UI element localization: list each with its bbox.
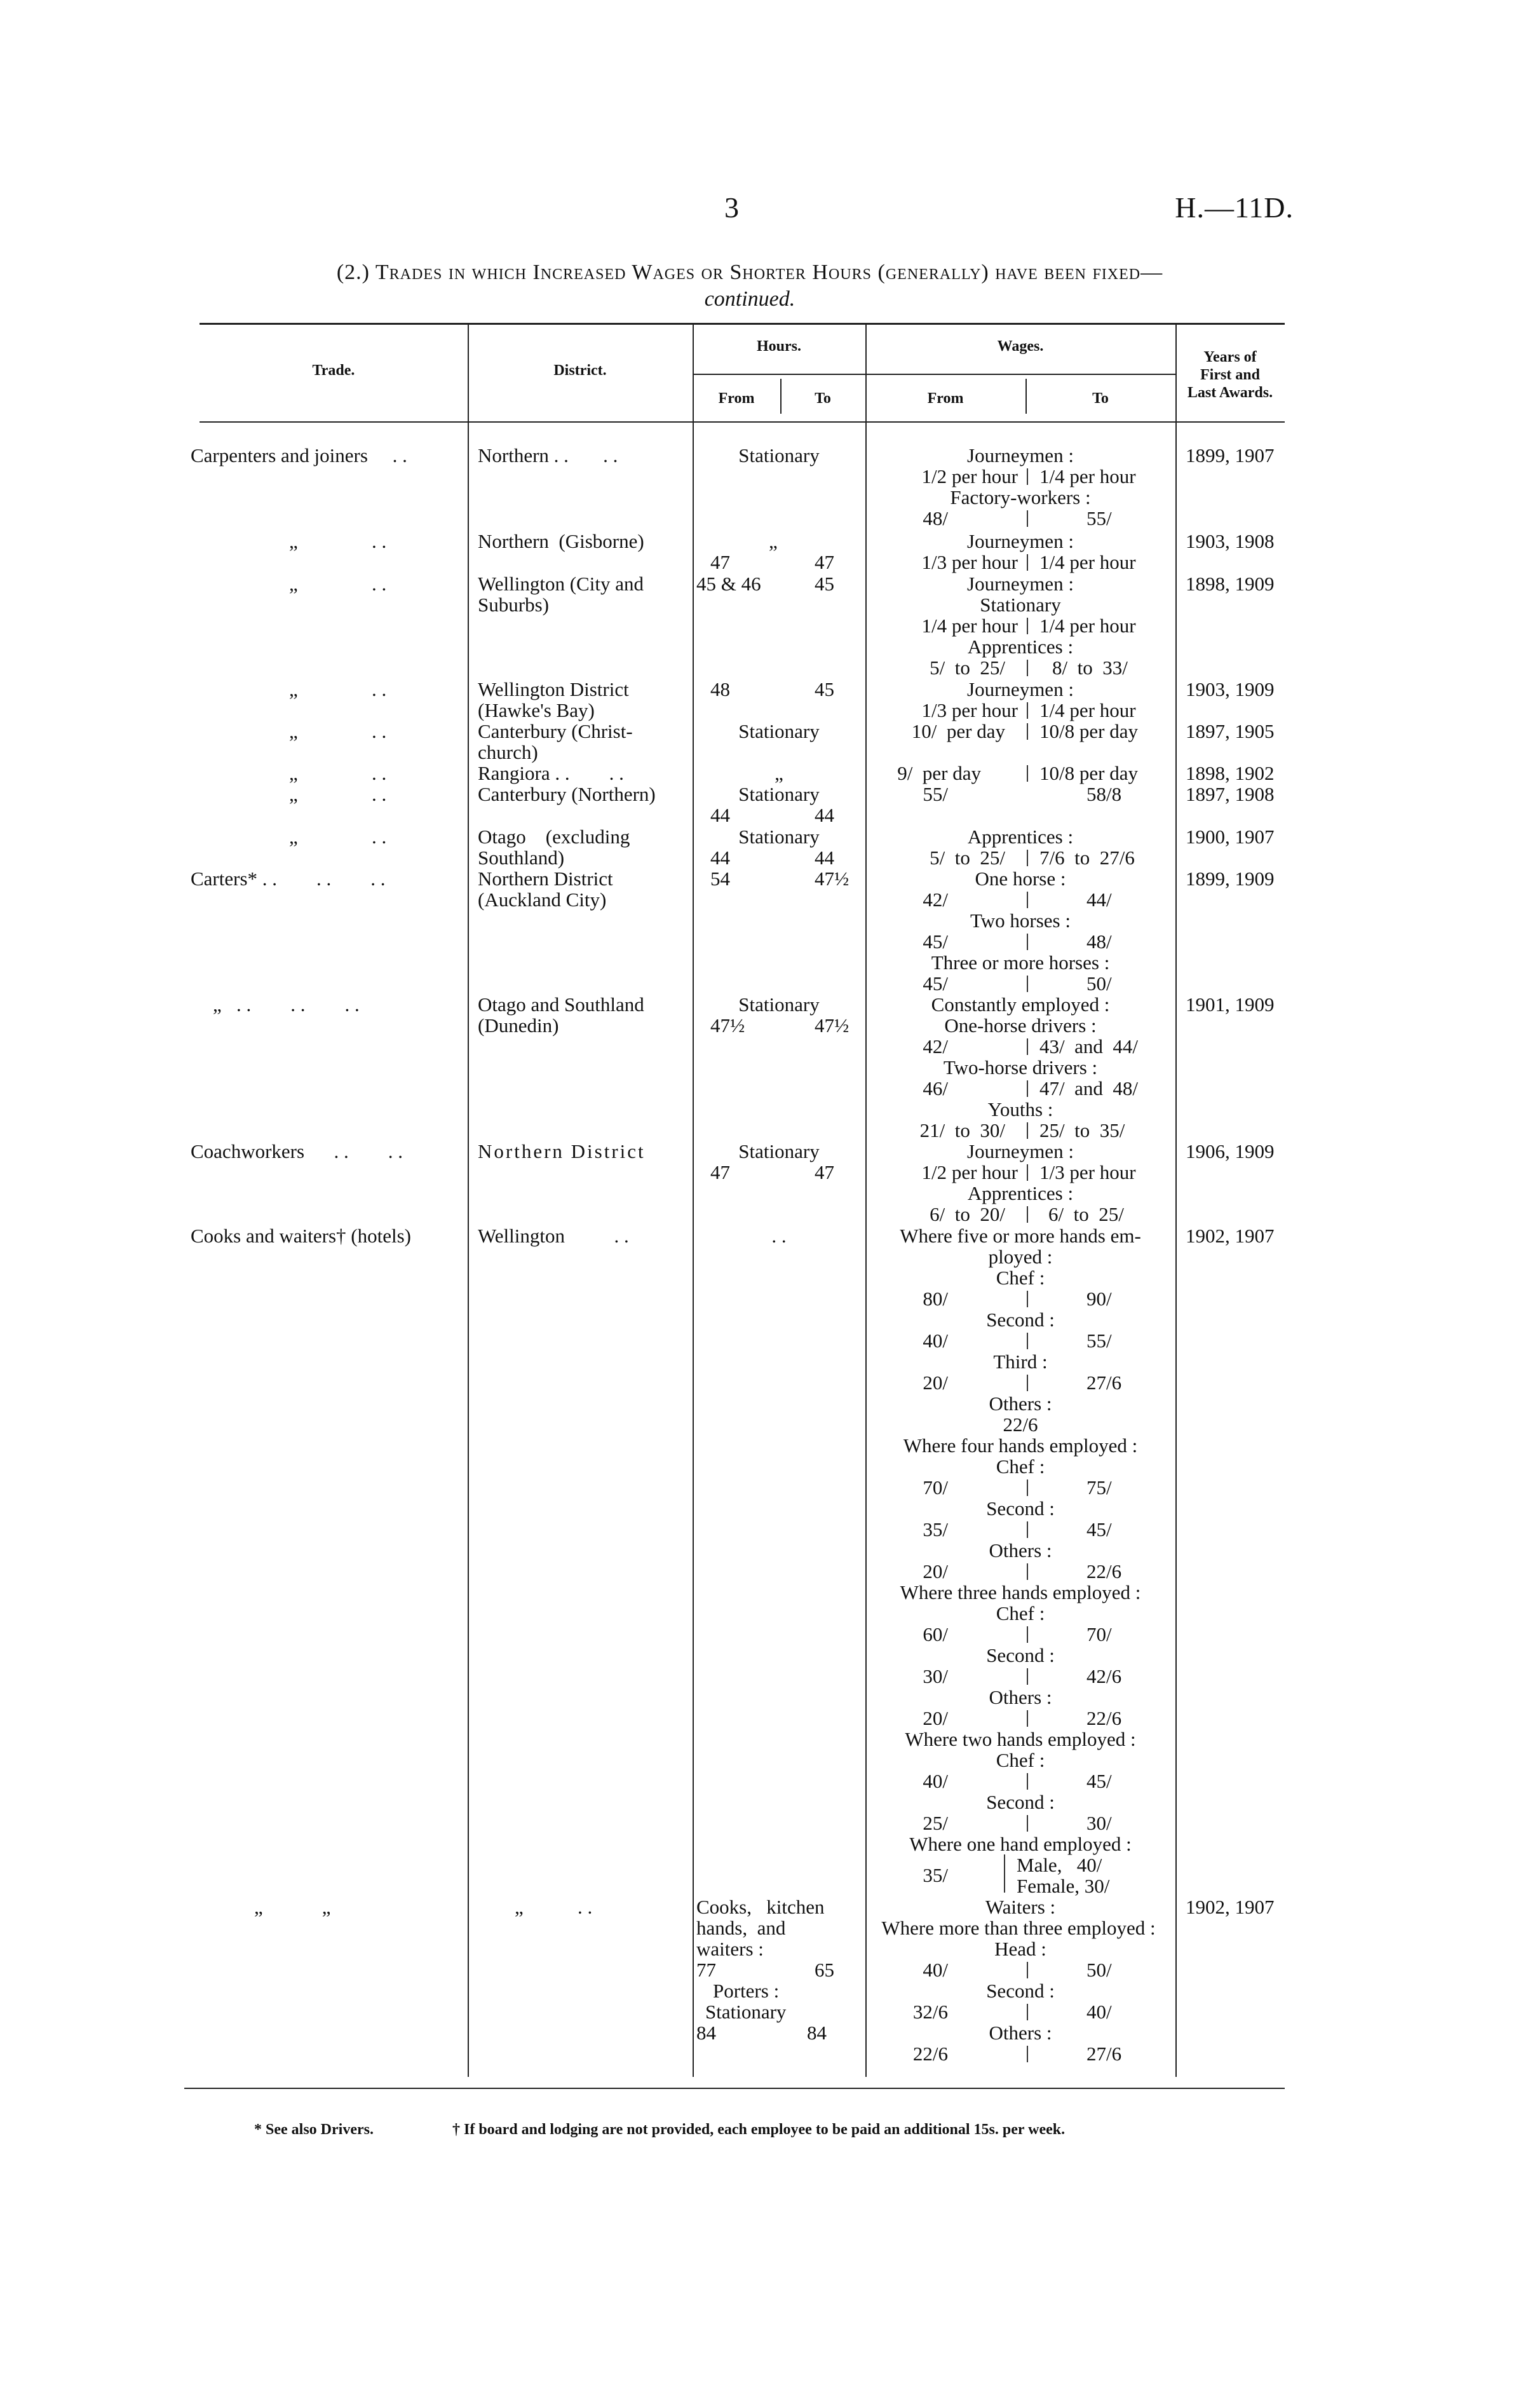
row13-porters: Porters : — [713, 1980, 780, 2002]
footnote-star: * See also Drivers. — [254, 2121, 374, 2138]
row9-wage-line-4-to: 48/ — [1086, 930, 1112, 953]
row8-hours: Stationary — [738, 826, 820, 848]
row13-wage-line-1: Waiters : — [985, 1896, 1056, 1918]
row5-wage-to: 10/8 per day — [1039, 720, 1138, 742]
row10-wage-divider — [1027, 1038, 1028, 1055]
row7-wage-to: 58/8 — [1086, 783, 1122, 805]
row3-wage-line-3-from: 1/4 per hour — [921, 615, 1018, 637]
row13-wage-line-6-to: 40/ — [1086, 2001, 1112, 2023]
row6-wage-divider — [1027, 765, 1028, 782]
row12-wage-line-15-from: 35/ — [923, 1518, 948, 1541]
row8-hours-to: 44 — [815, 847, 834, 869]
row12-wage-line-13-to: 75/ — [1086, 1476, 1112, 1499]
row3-trade: „ . . — [289, 573, 387, 595]
row13-wage-line-3: Head : — [994, 1938, 1046, 1960]
row1-wage-line-3: Factory-workers : — [950, 486, 1091, 508]
row2-wage-line-1: Journeymen : — [967, 530, 1074, 552]
row1-district: Northern . . . . — [478, 444, 618, 466]
row3-hours-to: 45 — [815, 573, 834, 595]
row9-wage-divider-2 — [1027, 934, 1028, 950]
row8-wage-divider — [1027, 850, 1028, 866]
row3-wage-divider — [1027, 618, 1028, 634]
row3-wage-line-5-from: 5/ to 25/ — [930, 656, 1005, 679]
row4-wage-line-1: Journeymen : — [967, 678, 1074, 700]
row10-trade: „ . . . . . . — [213, 993, 360, 1016]
header-hours: Hours. — [756, 338, 801, 355]
row6-trade: „ . . — [289, 762, 387, 784]
row10-hours-to: 47½ — [815, 1014, 849, 1037]
row3-years: 1898, 1909 — [1186, 573, 1275, 595]
row12-wage-line-17-to: 22/6 — [1086, 1560, 1122, 1582]
col-rule-2 — [693, 323, 694, 2077]
table-bottom-rule — [184, 2088, 1285, 2089]
row12-wage-line-17-from: 20/ — [923, 1560, 948, 1582]
row9-district: Northern District (Auckland City) — [478, 867, 613, 911]
row12-wage-line-23: Others : — [989, 1686, 1052, 1708]
row13-wage-line-6-from: 32/6 — [912, 2001, 948, 2023]
row1-years: 1899, 1907 — [1186, 444, 1275, 466]
row12-divider-3 — [1027, 1375, 1028, 1391]
row12-wage-line-2: ployed : — [988, 1246, 1053, 1268]
row11-wage-line-1: Journeymen : — [967, 1140, 1074, 1162]
row9-years: 1899, 1909 — [1186, 867, 1275, 890]
row11-hours-to: 47 — [815, 1161, 834, 1183]
row12-wage-line-28: Second : — [986, 1791, 1055, 1813]
row12-divider-6 — [1027, 1563, 1028, 1580]
row11-wage-line-4-from: 6/ to 20/ — [930, 1203, 1005, 1225]
row7-wage-from: 55/ — [923, 783, 948, 805]
row4-hours-to: 45 — [815, 678, 834, 700]
col-rule-1 — [468, 323, 469, 2077]
row12-wage-line-31-from: 35/ — [923, 1864, 948, 1886]
row2-wage-divider — [1027, 554, 1028, 571]
row10-hours: Stationary — [738, 993, 820, 1016]
row12-wage-line-22-from: 30/ — [923, 1665, 948, 1687]
row8-hours-from: 44 — [710, 847, 730, 869]
row10-wage-line-3-to: 43/ and 44/ — [1039, 1035, 1138, 1058]
header-hours-to: To — [815, 390, 831, 407]
header-wages: Wages. — [997, 338, 1044, 355]
row7-hours-from: 44 — [710, 804, 730, 826]
row12-wage-line-15-to: 45/ — [1086, 1518, 1112, 1541]
row11-hours: Stationary — [738, 1140, 820, 1162]
row12-wage-line-9: Others : — [989, 1392, 1052, 1415]
row8-years: 1900, 1907 — [1186, 826, 1275, 848]
row1-hours: Stationary — [738, 444, 820, 466]
header-sub-rule-wages — [865, 374, 1175, 375]
row11-wage-divider-2 — [1027, 1206, 1028, 1223]
header-sub-rule-hours — [693, 374, 865, 375]
page-number: 3 — [724, 191, 739, 224]
row11-years: 1906, 1909 — [1186, 1140, 1275, 1162]
row12-wage-line-31-to-male: Male, 40/ — [1017, 1854, 1102, 1876]
row12-wage-line-19: Chef : — [996, 1602, 1045, 1624]
row13-wage-line-8-to: 27/6 — [1086, 2043, 1122, 2065]
row2-years: 1903, 1908 — [1186, 530, 1275, 552]
row13-wage-line-2: Where more than three employed : — [881, 1917, 1156, 1939]
row13-hours-from-2: 84 — [696, 2022, 716, 2044]
row9-hours-from: 54 — [710, 867, 730, 890]
row10-wage-line-4: Two-horse drivers : — [943, 1056, 1098, 1078]
row10-wage-line-7-to: 25/ to 35/ — [1039, 1119, 1125, 1141]
row13-hours-from: 77 — [696, 1959, 716, 1981]
row2-district: Northern (Gisborne) — [478, 530, 644, 552]
row12-wage-line-8-from: 20/ — [923, 1371, 948, 1394]
row5-trade: „ . . — [289, 720, 387, 742]
row12-years: 1902, 1907 — [1186, 1225, 1275, 1247]
row13-district: „ . . — [515, 1896, 593, 1918]
row12-wage-line-31-to-female: Female, 30/ — [1017, 1875, 1110, 1897]
row13-trade: „ „ — [254, 1896, 331, 1918]
row1-wage-line-2-to: 1/4 per hour — [1039, 465, 1136, 487]
row10-wage-line-2: One-horse drivers : — [944, 1014, 1097, 1037]
row12-wage-line-29-from: 25/ — [923, 1812, 948, 1834]
row9-trade: Carters* . . . . . . — [191, 867, 386, 890]
row2-wage-line-2-to: 1/4 per hour — [1039, 551, 1136, 573]
footnote-dagger: † If board and lodging are not provided, each employee to be paid an additional 15s. per week. — [452, 2121, 1066, 2138]
row8-district: Otago (excluding Southland) — [478, 826, 630, 869]
row12-divider-4 — [1027, 1479, 1028, 1496]
row4-wage-line-2-from: 1/3 per hour — [921, 699, 1018, 721]
row2-hours-ditto: „ — [769, 530, 778, 552]
row12-wage-line-25: Where two hands employed : — [905, 1728, 1136, 1750]
row12-wage-line-6-to: 55/ — [1086, 1330, 1112, 1352]
row12-divider-12 — [1004, 1854, 1005, 1893]
row9-wage-line-6-to: 50/ — [1086, 972, 1112, 995]
row12-wage-line-27-to: 45/ — [1086, 1770, 1112, 1792]
row10-hours-from: 47½ — [710, 1014, 745, 1037]
row1-wage-line-4-to: 55/ — [1086, 507, 1112, 529]
row11-wage-divider — [1027, 1164, 1028, 1181]
row12-wage-line-21: Second : — [986, 1644, 1055, 1666]
header-bottom-rule — [200, 421, 1285, 423]
row2-trade: „ . . — [289, 530, 387, 552]
header-wages-from: From — [927, 390, 964, 407]
row4-years: 1903, 1909 — [1186, 678, 1275, 700]
row12-wage-line-16: Others : — [989, 1539, 1052, 1561]
row12-wage-line-20-to: 70/ — [1086, 1623, 1112, 1645]
row9-wage-line-4-from: 45/ — [923, 930, 948, 953]
row4-hours-from: 48 — [710, 678, 730, 700]
row5-years: 1897, 1905 — [1186, 720, 1275, 742]
row11-wage-line-3: Apprentices : — [967, 1182, 1074, 1204]
row5-hours: Stationary — [738, 720, 820, 742]
row13-wage-line-4-from: 40/ — [923, 1959, 948, 1981]
row9-wage-line-2-to: 44/ — [1086, 888, 1112, 911]
row3-wage-line-1: Journeymen : — [967, 573, 1074, 595]
row12-wage-line-5: Second : — [986, 1309, 1055, 1331]
row10-wage-divider-3 — [1027, 1122, 1028, 1139]
row5-wage-divider — [1027, 723, 1028, 740]
row13-wage-line-5: Second : — [986, 1980, 1055, 2002]
row13-wage-line-8-from: 22/6 — [912, 2043, 948, 2065]
row6-hours: „ — [775, 762, 783, 784]
row10-wage-line-6: Youths : — [987, 1098, 1053, 1120]
row9-wage-line-3: Two horses : — [970, 909, 1071, 932]
row1-wage-line-2-from: 1/2 per hour — [921, 465, 1018, 487]
row13-divider-1 — [1027, 1962, 1028, 1978]
header-wages-to: To — [1092, 390, 1109, 407]
row10-wage-line-5-from: 46/ — [923, 1077, 948, 1099]
header-years: Years of First and Last Awards. — [1187, 349, 1273, 401]
row9-wage-line-2-from: 42/ — [923, 888, 948, 911]
row12-wage-line-18: Where three hands employed : — [900, 1581, 1141, 1603]
row3-wage-line-3-to: 1/4 per hour — [1039, 615, 1136, 637]
title-line-2: continued. — [704, 287, 795, 311]
row3-wage-line-2: Stationary — [980, 594, 1061, 616]
row7-years: 1897, 1908 — [1186, 783, 1275, 805]
row13-hours-to: 65 — [815, 1959, 834, 1981]
row12-wage-line-24-from: 20/ — [923, 1707, 948, 1729]
row8-wage-line-2-from: 5/ to 25/ — [930, 847, 1005, 869]
row12-wage-line-13-from: 70/ — [923, 1476, 948, 1499]
row12-wage-line-4-from: 80/ — [923, 1288, 948, 1310]
row12-wage-line-27-from: 40/ — [923, 1770, 948, 1792]
row10-wage-line-7-from: 21/ to 30/ — [919, 1119, 1005, 1141]
row13-hours-to-2: 84 — [807, 2022, 827, 2044]
row4-wage-line-2-to: 1/4 per hour — [1039, 699, 1136, 721]
row13-wage-line-4-to: 50/ — [1086, 1959, 1112, 1981]
row12-divider-7 — [1027, 1626, 1028, 1643]
row8-wage-line-2-to: 7/6 to 27/6 — [1039, 847, 1135, 869]
row13-wage-line-7: Others : — [989, 2022, 1052, 2044]
row8-trade: „ . . — [289, 826, 387, 848]
row11-trade: Coachworkers . . . . — [191, 1140, 403, 1162]
row12-wage-line-29-to: 30/ — [1086, 1812, 1112, 1834]
row6-district: Rangiora . . . . — [478, 762, 624, 784]
row3-district: Wellington (City and Suburbs) — [478, 573, 644, 616]
row12-divider-1 — [1027, 1291, 1028, 1307]
row5-district: Canterbury (Christ- church) — [478, 720, 633, 763]
row11-wage-line-2-from: 1/2 per hour — [921, 1161, 1018, 1183]
row9-wage-line-1: One horse : — [975, 867, 1066, 890]
row11-wage-line-4-to: 6/ to 25/ — [1048, 1203, 1124, 1225]
row12-wage-line-7: Third : — [993, 1350, 1048, 1373]
row1-trade: Carpenters and joiners . . — [191, 444, 407, 466]
row13-divider-3 — [1027, 2046, 1028, 2062]
row12-wage-line-12: Chef : — [996, 1455, 1045, 1478]
row12-wage-line-10: 22/6 — [1003, 1413, 1038, 1436]
row12-wage-line-6-from: 40/ — [923, 1330, 948, 1352]
row12-wage-line-22-to: 42/6 — [1086, 1665, 1122, 1687]
row12-wage-line-30: Where one hand employed : — [909, 1833, 1132, 1855]
row12-hours: . . — [771, 1225, 787, 1247]
row10-wage-line-3-from: 42/ — [923, 1035, 948, 1058]
row7-hours: Stationary — [738, 783, 820, 805]
row1-wage-line-1: Journeymen : — [967, 444, 1074, 466]
row3-wage-line-5-to: 8/ to 33/ — [1052, 656, 1128, 679]
row2-wage-line-2-from: 1/3 per hour — [921, 551, 1018, 573]
row7-district: Canterbury (Northern) — [478, 783, 656, 805]
page-title — [191, 259, 1309, 313]
row6-wage-to: 10/8 per day — [1039, 762, 1138, 784]
document-reference: H.—11D. — [1175, 191, 1294, 224]
row4-trade: „ . . — [289, 678, 387, 700]
row12-district: Wellington . . — [478, 1225, 629, 1247]
row2-hours-to: 47 — [815, 551, 834, 573]
row7-hours-to: 44 — [815, 804, 834, 826]
row12-wage-line-8-to: 27/6 — [1086, 1371, 1122, 1394]
row9-wage-line-6-from: 45/ — [923, 972, 948, 995]
row12-divider-9 — [1027, 1710, 1028, 1727]
row1-wage-divider — [1027, 468, 1028, 485]
row13-divider-2 — [1027, 2004, 1028, 2020]
row12-wage-line-1: Where five or more hands em- — [900, 1225, 1141, 1247]
row4-district: Wellington District (Hawke's Bay) — [478, 678, 629, 721]
row4-wage-divider — [1027, 702, 1028, 719]
row10-district: Otago and Southland (Dunedin) — [478, 993, 644, 1037]
row2-hours-from: 47 — [710, 551, 730, 573]
row10-wage-divider-2 — [1027, 1080, 1028, 1097]
row12-divider-8 — [1027, 1668, 1028, 1685]
row6-wage-from: 9/ per day — [897, 762, 981, 784]
row12-wage-line-3: Chef : — [996, 1267, 1045, 1289]
row12-divider-10 — [1027, 1773, 1028, 1790]
row13-hours-text: Cooks, kitchen hands, and waiters : — [696, 1896, 825, 1960]
header-hours-from: From — [718, 390, 755, 407]
row12-divider-11 — [1027, 1815, 1028, 1832]
header-district: District. — [553, 362, 607, 379]
row5-wage-from: 10/ per day — [911, 720, 1005, 742]
row10-wage-line-5-to: 47/ and 48/ — [1039, 1077, 1138, 1099]
row13-years: 1902, 1907 — [1186, 1896, 1275, 1918]
row1-wage-divider-2 — [1027, 510, 1028, 527]
row12-trade: Cooks and waiters† (hotels) — [191, 1225, 411, 1247]
row3-wage-line-4: Apprentices : — [967, 636, 1074, 658]
row13-stationary: Stationary — [705, 2001, 787, 2023]
row9-wage-line-5: Three or more horses : — [931, 951, 1110, 974]
title-line-1: (2.) Trades in which Increased Wages or Shorter Hours (generally) have been fixed— — [336, 261, 1163, 284]
row9-hours-to: 47½ — [815, 867, 849, 890]
row3-hours-from: 45 & 46 — [696, 573, 761, 595]
row12-divider-2 — [1027, 1333, 1028, 1349]
row11-hours-from: 47 — [710, 1161, 730, 1183]
row3-wage-divider-2 — [1027, 660, 1028, 676]
row8-wage-line-1: Apprentices : — [967, 826, 1074, 848]
row12-wage-line-11: Where four hands employed : — [903, 1434, 1138, 1457]
row9-wage-divider — [1027, 892, 1028, 908]
row1-wage-line-4-from: 48/ — [923, 507, 948, 529]
row10-years: 1901, 1909 — [1186, 993, 1275, 1016]
row6-years: 1898, 1902 — [1186, 762, 1275, 784]
col-rule-4 — [1175, 323, 1177, 2077]
row12-wage-line-26: Chef : — [996, 1749, 1045, 1771]
row9-wage-divider-3 — [1027, 976, 1028, 992]
row12-wage-line-24-to: 22/6 — [1086, 1707, 1122, 1729]
row7-trade: „ . . — [289, 783, 387, 805]
row11-wage-line-2-to: 1/3 per hour — [1039, 1161, 1136, 1183]
row12-wage-line-20-from: 60/ — [923, 1623, 948, 1645]
row12-divider-5 — [1027, 1521, 1028, 1538]
row11-district: Northern District — [478, 1140, 646, 1162]
row12-wage-line-4-to: 90/ — [1086, 1288, 1112, 1310]
table-top-rule — [200, 323, 1285, 325]
row12-wage-line-14: Second : — [986, 1497, 1055, 1520]
row10-wage-line-1: Constantly employed : — [931, 993, 1110, 1016]
header-trade: Trade. — [312, 362, 355, 379]
